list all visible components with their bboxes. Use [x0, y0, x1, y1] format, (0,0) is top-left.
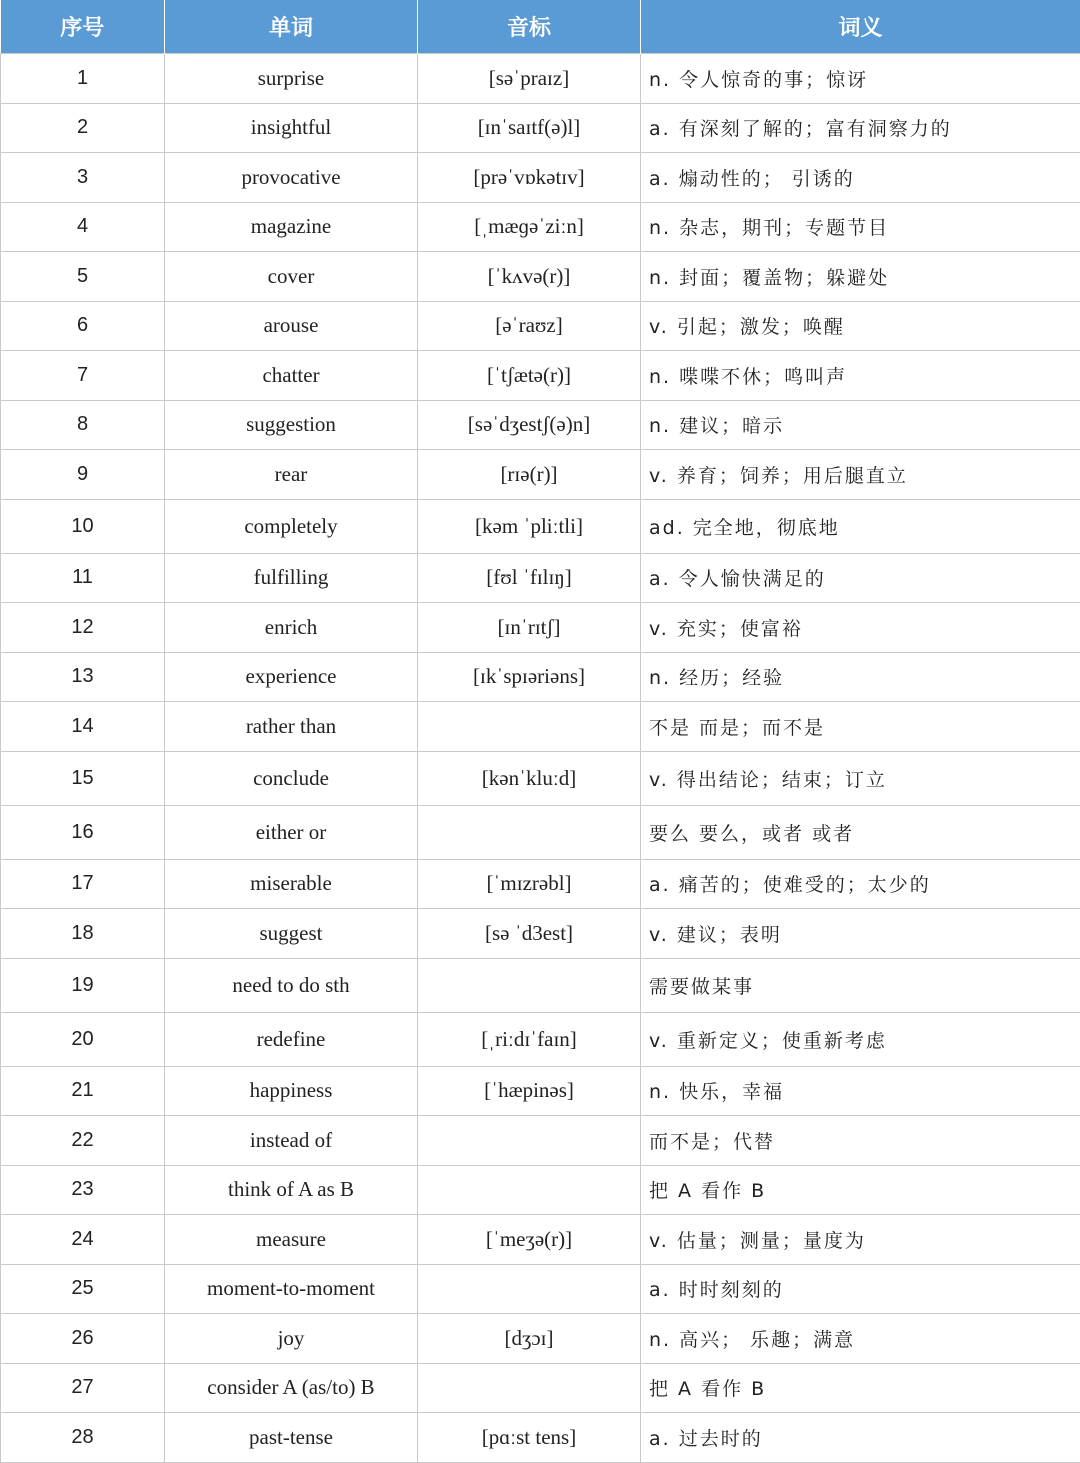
row-meaning: v. 引起；激发；唤醒: [641, 301, 1080, 351]
row-phonetic: [418, 1264, 641, 1314]
table-row: [1, 1012, 1080, 1066]
row-word: need to do sth: [165, 958, 418, 1012]
table-body: [1, 54, 1080, 1463]
table-row: [1, 1363, 1080, 1413]
row-phonetic: [ɪnˈsaɪtf(ə)l]: [418, 103, 641, 153]
row-meaning: v. 充实；使富裕: [641, 603, 1080, 653]
row-word: rather than: [165, 702, 418, 752]
row-meaning: n. 高兴； 乐趣；满意: [641, 1314, 1080, 1364]
table-row: [1, 603, 1080, 653]
row-meaning: n. 喋喋不休；鸣叫声: [641, 351, 1080, 401]
table-row: [1, 252, 1080, 302]
row-phonetic: [ˈtʃætə(r)]: [418, 351, 641, 401]
row-meaning: n. 建议；暗示: [641, 400, 1080, 450]
row-meaning: n. 经历；经验: [641, 652, 1080, 702]
row-phonetic: [ˈkʌvə(r)]: [418, 252, 641, 302]
table-row: [1, 1264, 1080, 1314]
row-meaning: a. 煽动性的； 引诱的: [641, 153, 1080, 203]
row-meaning: n. 快乐，幸福: [641, 1066, 1080, 1116]
table-row: [1, 1413, 1080, 1463]
row-word: moment-to-moment: [165, 1264, 418, 1314]
table-row: [1, 103, 1080, 153]
table-row: [1, 805, 1080, 859]
row-number: 15: [1, 751, 165, 805]
row-word: consider A (as/to) B: [165, 1363, 418, 1413]
row-phonetic: [418, 1165, 641, 1215]
row-meaning: 需要做某事: [641, 958, 1080, 1012]
row-word: suggestion: [165, 400, 418, 450]
table-row: [1, 751, 1080, 805]
row-number: 13: [1, 652, 165, 702]
row-number: 10: [1, 499, 165, 553]
row-word: suggest: [165, 909, 418, 959]
row-word: redefine: [165, 1012, 418, 1066]
table-row: [1, 499, 1080, 553]
header-phonetic: 音标: [418, 0, 641, 54]
row-meaning: v. 得出结论；结束；订立: [641, 751, 1080, 805]
row-number: 8: [1, 400, 165, 450]
row-meaning: v. 重新定义；使重新考虑: [641, 1012, 1080, 1066]
table-row: [1, 301, 1080, 351]
header-row: [1, 0, 1080, 54]
row-number: 11: [1, 553, 165, 603]
row-phonetic: [418, 702, 641, 752]
row-number: 17: [1, 859, 165, 909]
row-word: joy: [165, 1314, 418, 1364]
row-meaning: v. 估量；测量；量度为: [641, 1215, 1080, 1265]
row-word: arouse: [165, 301, 418, 351]
row-phonetic: [rɪə(r)]: [418, 450, 641, 500]
row-number: 24: [1, 1215, 165, 1265]
table-row: [1, 553, 1080, 603]
row-number: 3: [1, 153, 165, 203]
table-row: [1, 1165, 1080, 1215]
table-row: [1, 450, 1080, 500]
row-meaning: 把 A 看作 B: [641, 1165, 1080, 1215]
table-row: [1, 702, 1080, 752]
row-word: conclude: [165, 751, 418, 805]
header-meaning: 词义: [641, 0, 1080, 54]
row-word: either or: [165, 805, 418, 859]
row-word: measure: [165, 1215, 418, 1265]
table-row: [1, 1215, 1080, 1265]
row-phonetic: [ˌmæɡəˈziːn]: [418, 202, 641, 252]
row-phonetic: [ˈmɪzrəbl]: [418, 859, 641, 909]
row-number: 4: [1, 202, 165, 252]
row-number: 27: [1, 1363, 165, 1413]
row-number: 20: [1, 1012, 165, 1066]
row-meaning: a. 时时刻刻的: [641, 1264, 1080, 1314]
row-phonetic: [ˌriːdɪˈfaɪn]: [418, 1012, 641, 1066]
row-meaning: 要么 要么，或者 或者: [641, 805, 1080, 859]
row-number: 9: [1, 450, 165, 500]
row-phonetic: [ˈmeʒə(r)]: [418, 1215, 641, 1265]
table-row: [1, 54, 1080, 104]
row-phonetic: [ɪnˈrɪtʃ]: [418, 603, 641, 653]
row-word: rear: [165, 450, 418, 500]
row-phonetic: [418, 805, 641, 859]
row-number: 12: [1, 603, 165, 653]
table-row: [1, 652, 1080, 702]
row-number: 2: [1, 103, 165, 153]
row-phonetic: [kənˈkluːd]: [418, 751, 641, 805]
row-number: 22: [1, 1116, 165, 1166]
row-phonetic: [418, 1363, 641, 1413]
row-meaning: a. 过去时的: [641, 1413, 1080, 1463]
row-meaning: 不是 而是；而不是: [641, 702, 1080, 752]
row-word: happiness: [165, 1066, 418, 1116]
row-number: 7: [1, 351, 165, 401]
row-phonetic: [ɪkˈspɪəriəns]: [418, 652, 641, 702]
row-number: 1: [1, 54, 165, 104]
table-row: [1, 351, 1080, 401]
row-meaning: v. 建议；表明: [641, 909, 1080, 959]
table-row: [1, 202, 1080, 252]
row-word: insightful: [165, 103, 418, 153]
row-word: chatter: [165, 351, 418, 401]
row-meaning: 而不是；代替: [641, 1116, 1080, 1166]
row-phonetic: [pɑːst tens]: [418, 1413, 641, 1463]
row-word: miserable: [165, 859, 418, 909]
row-meaning: a. 令人愉快满足的: [641, 553, 1080, 603]
row-phonetic: [səˈdʒestʃ(ə)n]: [418, 400, 641, 450]
header-number: 序号: [1, 0, 165, 54]
row-word: cover: [165, 252, 418, 302]
row-phonetic: [əˈraʊz]: [418, 301, 641, 351]
row-meaning: n. 杂志，期刊；专题节目: [641, 202, 1080, 252]
table-row: [1, 909, 1080, 959]
row-word: fulfilling: [165, 553, 418, 603]
row-phonetic: [ˈhæpinəs]: [418, 1066, 641, 1116]
row-word: provocative: [165, 153, 418, 203]
row-meaning: ad. 完全地，彻底地: [641, 499, 1080, 553]
row-number: 19: [1, 958, 165, 1012]
row-phonetic: [418, 1116, 641, 1166]
row-meaning: 把 A 看作 B: [641, 1363, 1080, 1413]
row-number: 18: [1, 909, 165, 959]
row-word: completely: [165, 499, 418, 553]
row-meaning: n. 封面；覆盖物；躲避处: [641, 252, 1080, 302]
row-number: 14: [1, 702, 165, 752]
row-number: 16: [1, 805, 165, 859]
row-number: 6: [1, 301, 165, 351]
row-phonetic: [dʒɔɪ]: [418, 1314, 641, 1364]
table-row: [1, 958, 1080, 1012]
table-header: [1, 0, 1080, 54]
row-meaning: a. 痛苦的；使难受的；太少的: [641, 859, 1080, 909]
row-word: surprise: [165, 54, 418, 104]
table-row: [1, 400, 1080, 450]
row-number: 25: [1, 1264, 165, 1314]
row-word: experience: [165, 652, 418, 702]
row-meaning: v. 养育；饲养；用后腿直立: [641, 450, 1080, 500]
row-number: 28: [1, 1413, 165, 1463]
row-phonetic: [kəm ˈpliːtli]: [418, 499, 641, 553]
row-phonetic: [fʊl ˈfɪlɪŋ]: [418, 553, 641, 603]
row-phonetic: [418, 958, 641, 1012]
table-row: [1, 1066, 1080, 1116]
row-meaning: n. 令人惊奇的事；惊讶: [641, 54, 1080, 104]
row-number: 23: [1, 1165, 165, 1215]
row-number: 5: [1, 252, 165, 302]
row-phonetic: [sə ˈd3est]: [418, 909, 641, 959]
row-meaning: a. 有深刻了解的；富有洞察力的: [641, 103, 1080, 153]
row-word: instead of: [165, 1116, 418, 1166]
table-row: [1, 1116, 1080, 1166]
row-phonetic: [səˈpraɪz]: [418, 54, 641, 104]
row-number: 21: [1, 1066, 165, 1116]
row-word: past-tense: [165, 1413, 418, 1463]
row-phonetic: [prəˈvɒkətɪv]: [418, 153, 641, 203]
row-word: magazine: [165, 202, 418, 252]
row-word: think of A as B: [165, 1165, 418, 1215]
header-word: 单词: [165, 0, 418, 54]
table-row: [1, 1314, 1080, 1364]
table-row: [1, 859, 1080, 909]
row-word: enrich: [165, 603, 418, 653]
table-row: [1, 153, 1080, 203]
row-number: 26: [1, 1314, 165, 1364]
